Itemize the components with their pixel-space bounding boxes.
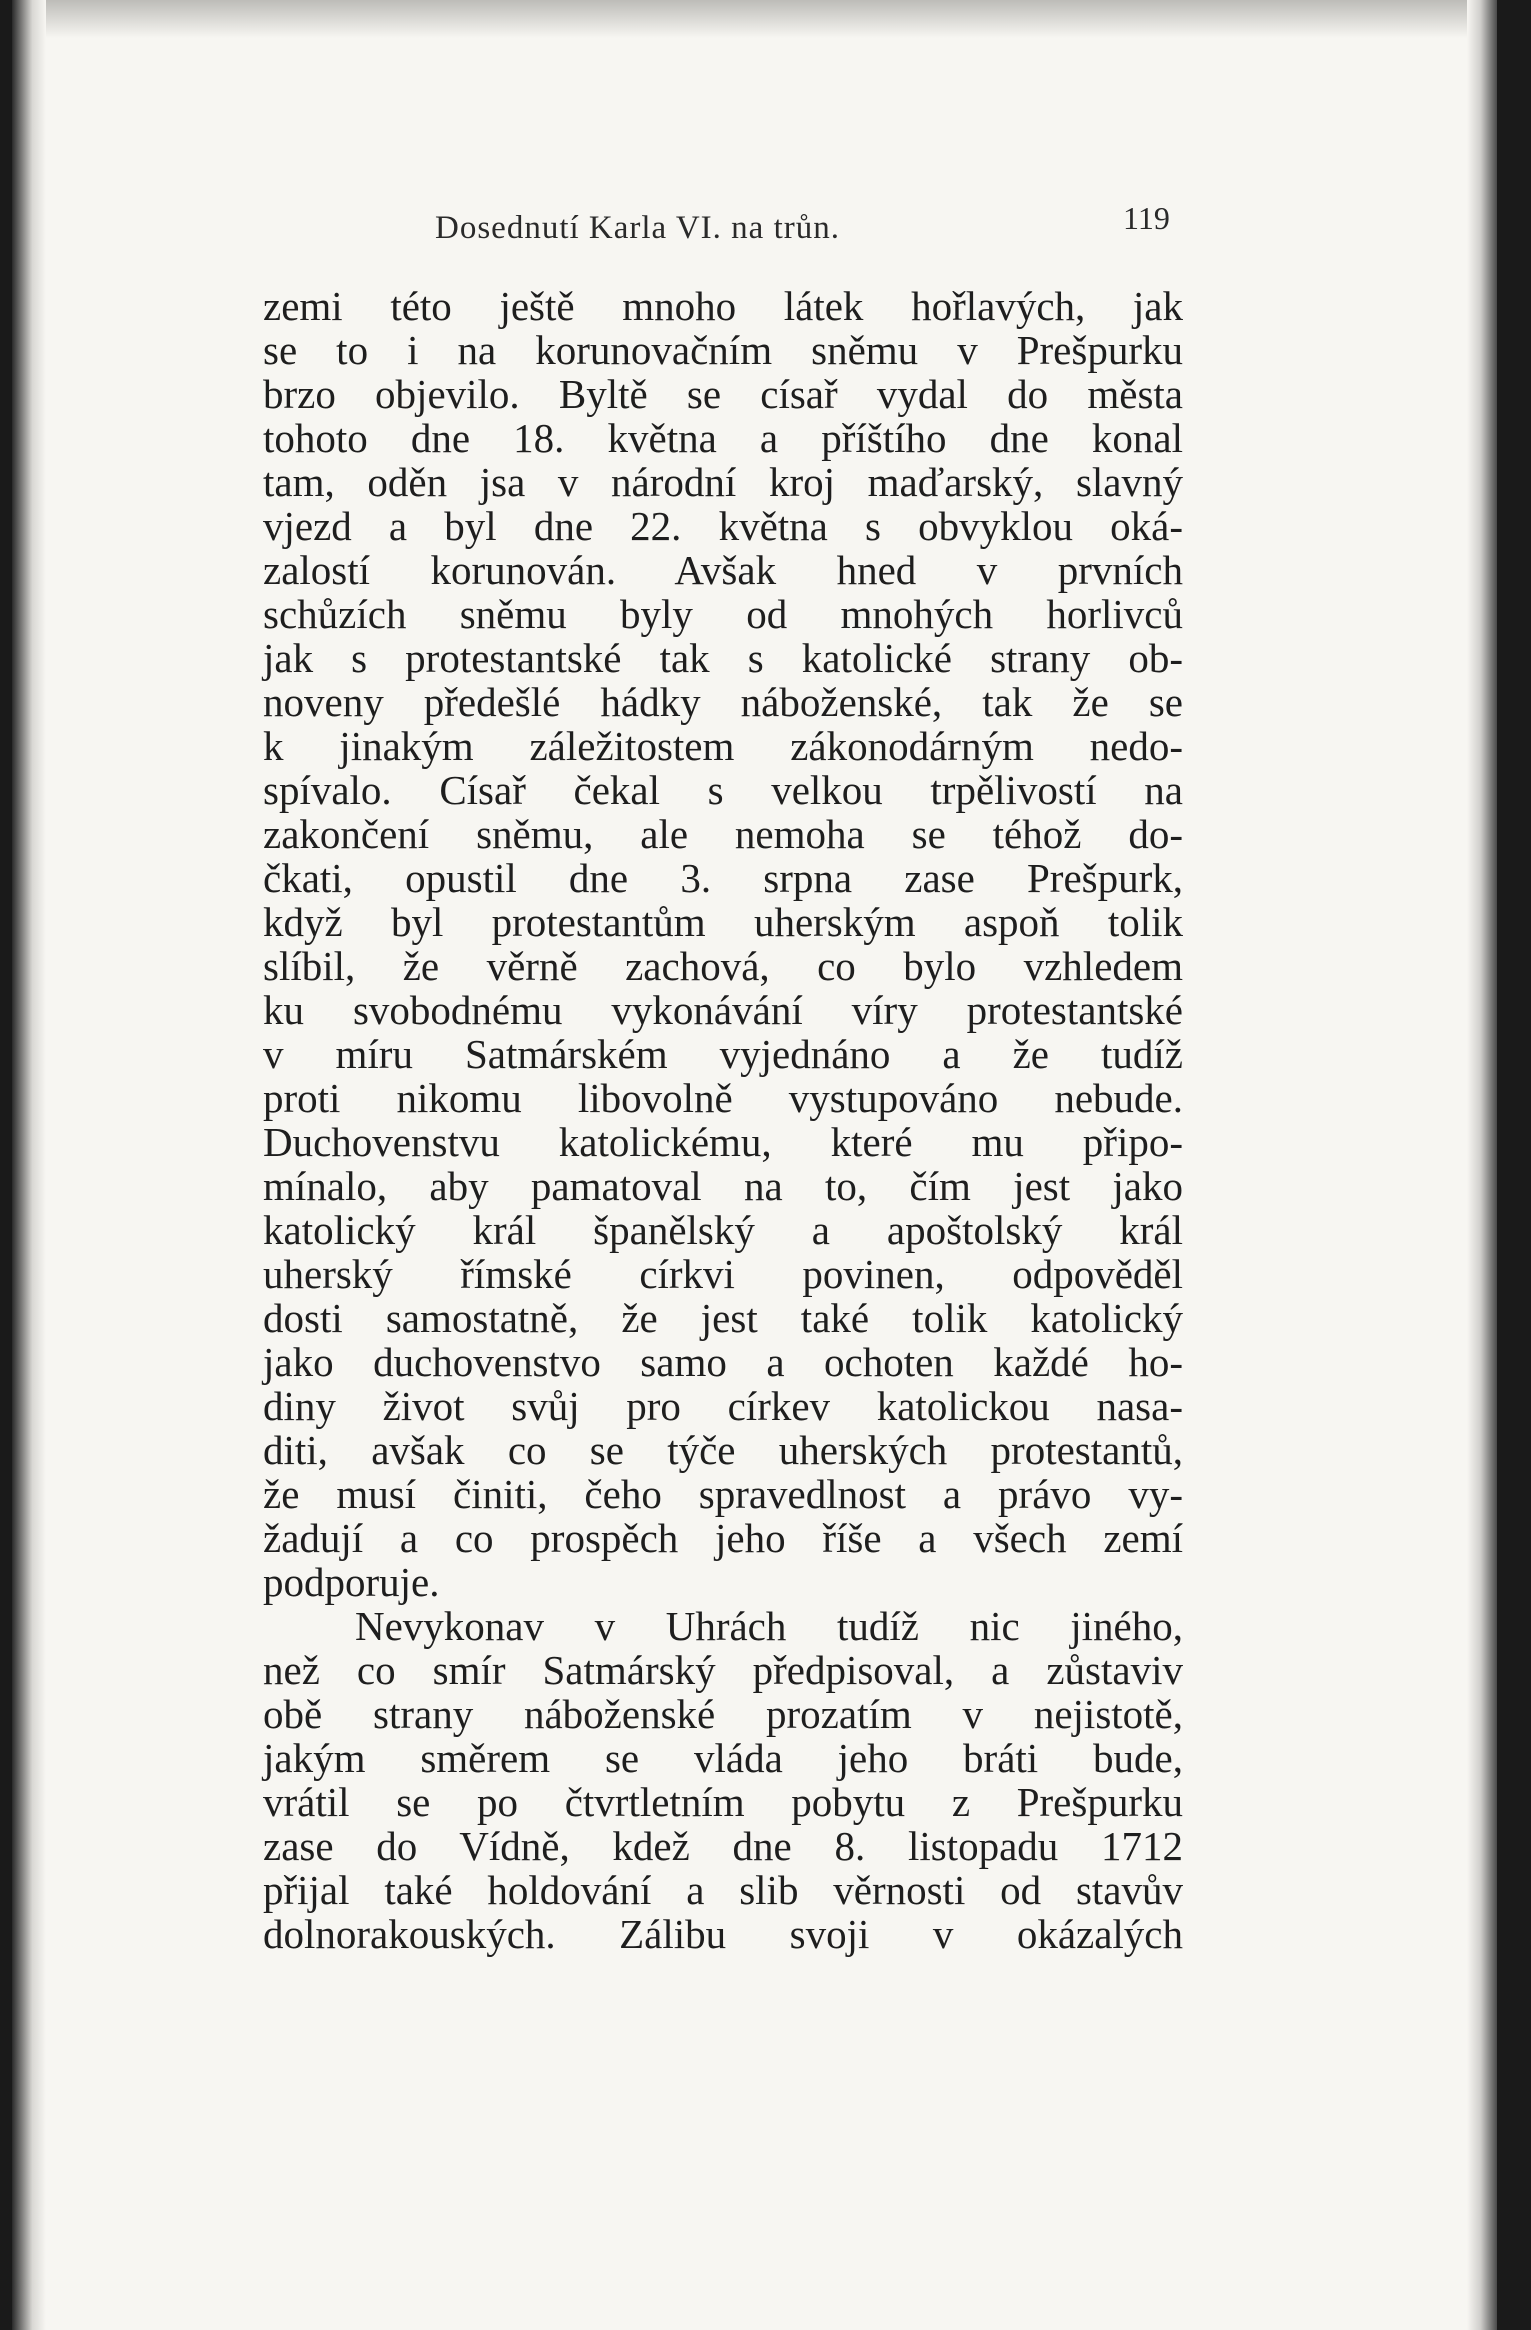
text-line: dosti samostatně, že jest také tolik katolický bbox=[263, 1295, 1183, 1341]
text-line: zemi této ještě mnoho látek hořlavých, jak bbox=[263, 283, 1183, 329]
text-line: proti nikomu libovolně vystupováno nebude. bbox=[263, 1075, 1183, 1121]
text-line: katolický král španělský a apoštolský král bbox=[263, 1207, 1183, 1253]
text-line: dolnorakouských. Zálibu svoji v okázalých bbox=[263, 1911, 1183, 1957]
paragraph-end-line: podporuje. bbox=[263, 1559, 440, 1605]
text-line: vrátil se po čtvrtletním pobytu z Prešpurku bbox=[263, 1779, 1183, 1825]
text-line: Duchovenstvu katolickému, které mu připo- bbox=[263, 1119, 1183, 1165]
text-line: než co smír Satmárský předpisoval, a zůstaviv bbox=[263, 1647, 1183, 1693]
text-line: ku svobodnému vykonávání víry protestantské bbox=[263, 987, 1183, 1033]
text-line: se to i na korunovačním sněmu v Prešpurku bbox=[263, 327, 1183, 373]
page-left-edge bbox=[12, 0, 46, 2330]
text-line: v míru Satmárském vyjednáno a že tudíž bbox=[263, 1031, 1183, 1077]
text-line: slíbil, že věrně zachová, co bylo vzhledem bbox=[263, 943, 1183, 989]
text-line: tam, oděn jsa v národní kroj maďarský, slavný bbox=[263, 459, 1183, 505]
text-line: jakým směrem se vláda jeho bráti bude, bbox=[263, 1735, 1183, 1781]
text-line: jak s protestantské tak s katolické strany ob- bbox=[263, 635, 1183, 681]
text-line: diny život svůj pro církev katolickou nasa- bbox=[263, 1383, 1183, 1429]
text-line: brzo objevilo. Byltě se císař vydal do města bbox=[263, 371, 1183, 417]
text-line: když byl protestantům uherským aspoň tolik bbox=[263, 899, 1183, 945]
text-line: mínalo, aby pamatoval na to, čím jest jako bbox=[263, 1163, 1183, 1209]
text-line: jako duchovenstvo samo a ochoten každé ho- bbox=[263, 1339, 1183, 1385]
text-line: čkati, opustil dne 3. srpna zase Prešpurk, bbox=[263, 855, 1183, 901]
page-number: 119 bbox=[1123, 200, 1170, 236]
text-line: zalostí korunován. Avšak hned v prvních bbox=[263, 547, 1183, 593]
text-line: přijal také holdování a slib věrnosti od stavův bbox=[263, 1867, 1183, 1913]
text-line: vjezd a byl dne 22. května s obvyklou oká- bbox=[263, 503, 1183, 549]
text-line: k jinakým záležitostem zákonodárným nedo- bbox=[263, 723, 1183, 769]
text-line: uherský římské církvi povinen, odpověděl bbox=[263, 1251, 1183, 1297]
text-line: spívalo. Císař čekal s velkou trpělivostí na bbox=[263, 767, 1183, 813]
text-line: že musí činiti, čeho spravedlnost a právo vy- bbox=[263, 1471, 1183, 1517]
text-line: obě strany náboženské prozatím v nejistotě, bbox=[263, 1691, 1183, 1737]
text-line: schůzích sněmu byly od mnohých horlivců bbox=[263, 591, 1183, 637]
text-line: tohoto dne 18. května a příštího dne konal bbox=[263, 415, 1183, 461]
page-top-shadow bbox=[12, 0, 1497, 38]
body-text bbox=[263, 284, 1183, 1956]
page-right-edge bbox=[1467, 0, 1497, 2330]
text-line: žadují a co prospěch jeho říše a všech zemí bbox=[263, 1515, 1183, 1561]
paragraph-start-line: Nevykonav v Uhrách tudíž nic jiného, bbox=[355, 1603, 1183, 1649]
text-line: diti, avšak co se týče uherských protestantů, bbox=[263, 1427, 1183, 1473]
text-line: zase do Vídně, kdež dne 8. listopadu 1712 bbox=[263, 1823, 1183, 1869]
running-head: Dosednutí Karla VI. na trůn. bbox=[435, 210, 840, 246]
text-line: noveny předešlé hádky náboženské, tak že se bbox=[263, 679, 1183, 725]
text-line: zakončení sněmu, ale nemoha se téhož do- bbox=[263, 811, 1183, 857]
